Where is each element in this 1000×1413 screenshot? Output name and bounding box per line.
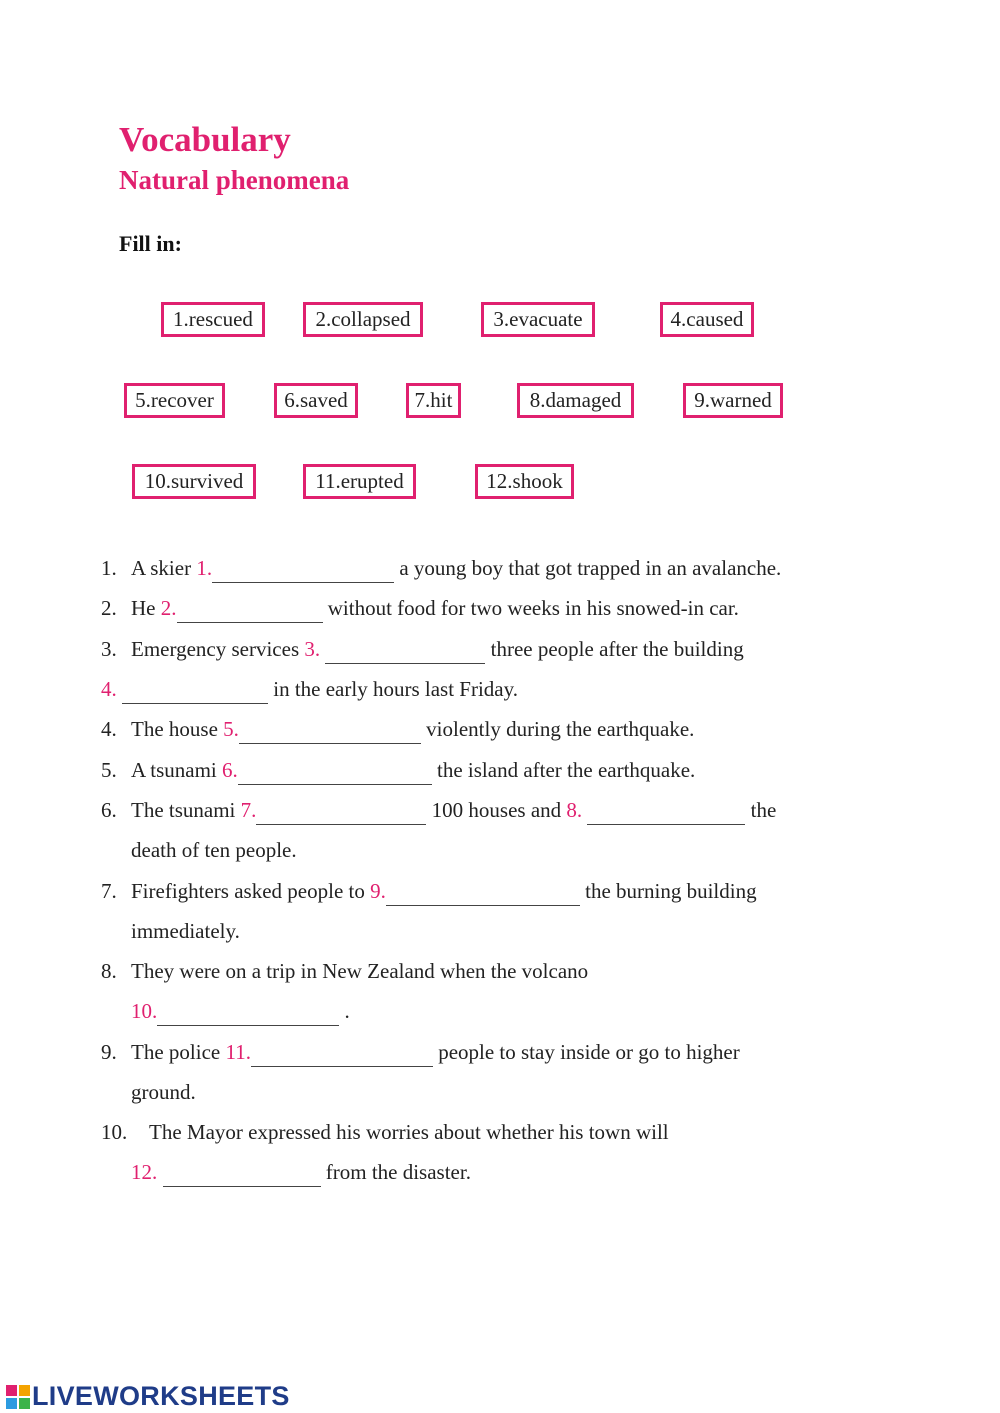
answer-blank[interactable] — [251, 1036, 433, 1067]
gap-number: 9. — [370, 879, 386, 903]
answer-blank[interactable] — [325, 633, 485, 664]
answer-blank[interactable] — [122, 673, 268, 704]
gap-number: 4. — [101, 677, 122, 701]
gap-number: 5. — [223, 717, 239, 741]
sentence-2 — [101, 588, 901, 628]
sentence-text: A skier — [131, 556, 197, 580]
answer-blank[interactable] — [587, 794, 745, 825]
sentence-1 — [101, 548, 901, 588]
sentence-text: 100 houses and — [426, 798, 567, 822]
sentence-text: a young boy that got trapped in an avalanche. — [394, 556, 782, 580]
gap-number: 12. — [131, 1160, 163, 1184]
sentence-text: people to stay inside or go to higher — [432, 1040, 740, 1064]
sentence-text: The house — [131, 717, 224, 741]
answer-blank[interactable] — [163, 1156, 321, 1187]
sentence-7 — [101, 871, 901, 911]
instruction-label: Fill in: — [119, 231, 182, 256]
sentence-text: . — [339, 999, 350, 1023]
answer-blank[interactable] — [386, 875, 580, 906]
sentence-text: They were on a trip in New Zealand when the volcano — [131, 959, 589, 983]
word-option[interactable]: 10.survived — [132, 464, 256, 499]
item-number: 5. — [101, 758, 117, 782]
sentence-text: the — [745, 798, 777, 822]
item-number: 8. — [101, 959, 117, 983]
sentence-5 — [101, 750, 901, 790]
sentence-10-continued — [131, 1152, 931, 1192]
word-option[interactable]: 12.shook — [475, 464, 574, 499]
word-option[interactable]: 3.evacuate — [481, 302, 595, 337]
sentence-text: the burning building — [579, 879, 757, 903]
gap-number: 10. — [131, 999, 158, 1023]
sentence-text: Firefighters asked people to — [131, 879, 371, 903]
item-number: 6. — [101, 798, 117, 822]
sentence-text: in the early hours last Friday. — [268, 677, 519, 701]
gap-number: 1. — [196, 556, 213, 580]
gap-number: 3. — [304, 637, 326, 661]
answer-blank[interactable] — [239, 713, 421, 744]
item-number: 10. — [101, 1120, 128, 1144]
word-option[interactable]: 5.recover — [124, 383, 225, 418]
sentence-text: The police — [131, 1040, 226, 1064]
sentence-7-continued: immediately. — [131, 919, 240, 943]
item-number: 7. — [101, 879, 117, 903]
word-option[interactable]: 2.collapsed — [303, 302, 423, 337]
answer-blank[interactable] — [157, 995, 339, 1026]
worksheet-title: Vocabulary — [119, 120, 291, 159]
brand-name: LIVEWORKSHEETS — [32, 1381, 290, 1411]
answer-blank[interactable] — [177, 592, 323, 623]
item-number: 2. — [101, 596, 117, 620]
sentence-8 — [101, 951, 901, 991]
sentence-text: three people after the building — [485, 637, 744, 661]
word-option[interactable]: 7.hit — [406, 383, 461, 418]
sentence-4 — [101, 709, 901, 749]
sentence-10 — [101, 1112, 901, 1152]
sentence-8-continued — [131, 991, 931, 1031]
sentence-text: from the disaster. — [320, 1160, 471, 1184]
word-option[interactable]: 1.rescued — [161, 302, 265, 337]
sentence-text: the island after the earthquake. — [431, 758, 696, 782]
sentence-3 — [101, 629, 901, 669]
sentence-text: The tsunami — [131, 798, 241, 822]
sentence-text: violently during the earthquake. — [420, 717, 695, 741]
item-number: 3. — [101, 637, 117, 661]
sentence-6-continued: death of ten people. — [131, 838, 297, 862]
gap-number: 7. — [240, 798, 257, 822]
gap-number: 8. — [566, 798, 588, 822]
gap-number: 11. — [225, 1040, 251, 1064]
word-option[interactable]: 11.erupted — [303, 464, 416, 499]
sentence-6 — [101, 790, 901, 830]
answer-blank[interactable] — [212, 552, 394, 583]
sentence-3-continued — [101, 669, 901, 709]
word-option[interactable]: 4.caused — [660, 302, 754, 337]
answer-blank[interactable] — [238, 754, 432, 785]
item-number: 1. — [101, 556, 117, 580]
sentence-9-continued: ground. — [131, 1080, 196, 1104]
liveworksheets-logo-icon — [6, 1385, 30, 1409]
sentence-text: without food for two weeks in his snowed-in car. — [322, 596, 739, 620]
sentence-text: Emergency services — [131, 637, 305, 661]
item-number: 4. — [101, 717, 117, 741]
gap-number: 6. — [222, 758, 238, 782]
word-option[interactable]: 9.warned — [683, 383, 783, 418]
item-number: 9. — [101, 1040, 117, 1064]
word-option[interactable]: 6.saved — [274, 383, 358, 418]
gap-number: 2. — [160, 596, 177, 620]
sentence-text: The Mayor expressed his worries about whether his town will — [149, 1120, 669, 1144]
word-option[interactable]: 8.damaged — [517, 383, 634, 418]
sentence-text: A tsunami — [131, 758, 223, 782]
answer-blank[interactable] — [256, 794, 426, 825]
sentence-text: He — [131, 596, 161, 620]
sentence-9 — [101, 1032, 901, 1072]
worksheet-subtitle: Natural phenomena — [119, 165, 350, 195]
